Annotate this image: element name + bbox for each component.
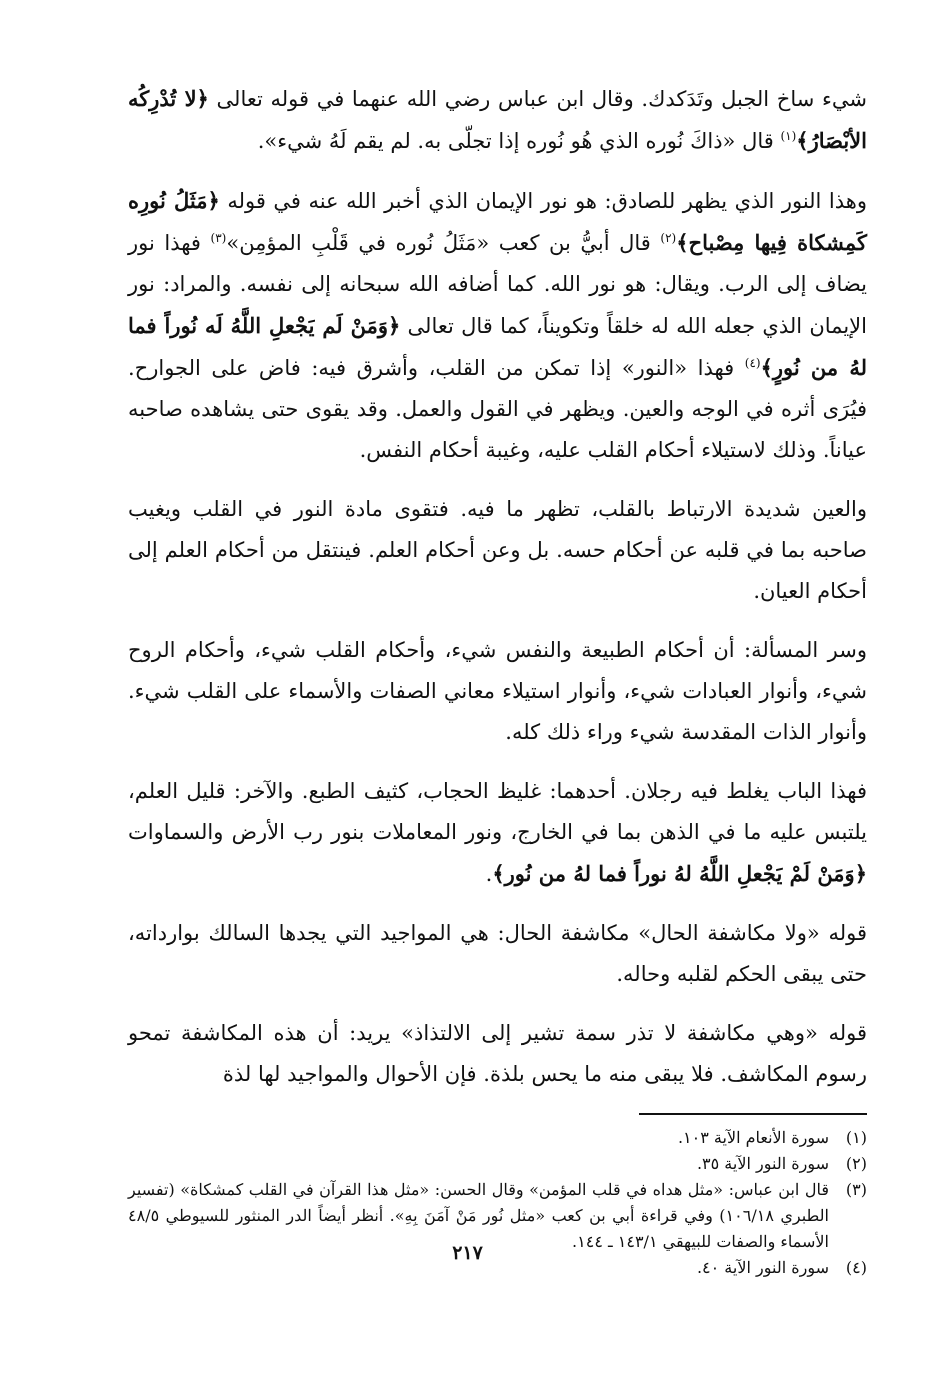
- footnote-ref: (٢): [660, 231, 677, 245]
- text-run: قال «ذاكَ نُوره الذي هُو نُوره إذا تجلّى به. لم يقم لَهُ شيء».: [257, 129, 781, 153]
- quran-quote: ﴿مَثَلُ نُورِه كَمِشكاة فِيها مِصْباح﴾: [128, 188, 867, 255]
- text-run: قال أبيُّ بن كعب «مَثَلُ نُوره في قَلْبِ المؤمِن»: [226, 231, 661, 255]
- text-run: والعين شديدة الارتباط بالقلب، تظهر ما فيه. فتقوى مادة النور في القلب ويغيب صاحبه بما في قلبه عن أحكام حسه. بل وعن أحكام العلم. فينتقل من أحكام العلم إلى أحكام العيان.: [128, 497, 867, 603]
- paragraph-3: [128, 489, 867, 612]
- text-run: قوله «وهي مكاشفة لا تذر سمة تشير إلى الالتذاذ» يريد: أن هذه المكاشفة تمحو رسوم المكاشف. فلا يبقى منه ما يحس بلذة. فإن الأحوال والمواجيد لها لذة: [128, 1021, 867, 1086]
- text-run: وهذا النور الذي يظهر للصادق: هو نور الإيمان الذي أخبر الله عنه في قوله: [219, 189, 867, 213]
- text-run: .: [485, 862, 493, 886]
- paragraph-4: [128, 630, 867, 753]
- text-run: وسر المسألة: أن أحكام الطبيعة والنفس شيء، وأحكام القلب شيء، وأحكام الروح شيء، وأنوار العبادات شيء، وأنوار استيلاء معاني الصفات والأسماء على القلب شيء. وأنوار الذات المقدسة شيء وراء ذلك كله.: [128, 638, 867, 744]
- footnote-number: (٢): [845, 1154, 867, 1173]
- footnote-text: سورة النور الآية ٣٥.: [696, 1154, 829, 1173]
- footnote-text: قال ابن عباس: «مثل هداه في قلب المؤمن» وقال الحسن: «مثل هذا القرآن في القلب كمشكاة» (تفسير الطبري ١٠٦/١٨) وفي قراءة أبي بن كعب «مثل نُور مَنْ آمَنَ بِهِ». أنظر أيضاً الدر المنثور للسيوطي ٤٨/٥ الأسماء والصفات للبيهقي ١٤٣/١ ـ ١٤٤.: [128, 1180, 829, 1251]
- paragraph-7: [128, 1013, 867, 1095]
- footnote-number: (١): [845, 1128, 867, 1147]
- text-run: فهذا «النور» إذا تمكن من القلب، وأشرق فيه: فاض على الجوارح. فيُرَى أثره في الوجه والعين. ويظهر في القول والعمل. وقد يقوى حتى يشاهده صاحبه عياناً. وذلك لاستيلاء أحكام القلب عليه، وغيبة أحكام النفس.: [128, 356, 867, 462]
- quran-quote: ﴿وَمَنْ لَمْ يَجْعلِ اللَّهُ لهُ نوراً فما لهُ من نُور﴾: [492, 861, 867, 886]
- paragraph-5: [128, 771, 867, 895]
- footnote-number: (٤): [845, 1258, 867, 1277]
- paragraph-1: [128, 78, 867, 162]
- text-run: شيء ساخ الجبل وتَدَكدك. وقال ابن عباس رضي الله عنهما في قوله تعالى: [208, 87, 867, 111]
- footnote-2: [128, 1151, 867, 1177]
- footnote-number: (٣): [845, 1180, 867, 1199]
- quran-quote: ﴿وَمَنْ لَم يَجْعلِ اللَّهُ لَه نُوراً فما لهُ من نُورٍ﴾: [128, 313, 868, 380]
- quran-quote: ﴿لا تُدْرِكُه الأبْصَارُ﴾: [128, 86, 867, 153]
- footnote-divider: [639, 1113, 867, 1115]
- page-number: ٢١٧: [452, 1242, 483, 1264]
- footnote-ref: (٤): [744, 356, 761, 370]
- footnote-text: سورة النور الآية ٤٠.: [696, 1258, 829, 1277]
- text-run: فهذا الباب يغلط فيه رجلان. أحدهما: غليظ الحجاب، كثيف الطبع. والآخر: قليل العلم، يلتبس عليه ما في الذهن بما في الخارج، ونور المعاملات بنور رب الأرض والسماوات: [128, 779, 867, 844]
- footnote-ref: (١): [780, 129, 797, 143]
- footnote-1: [128, 1125, 867, 1151]
- text-run: فهذا نور يضاف إلى الرب. ويقال: هو نور الله. كما أضافه الله سبحانه إلى نفسه. والمراد: نور الإيمان الذي جعله الله له خلقاً وتكويناً، كما قال تعالى: [128, 231, 867, 338]
- paragraph-2: [128, 180, 867, 471]
- paragraph-6: [128, 913, 867, 995]
- text-run: قوله «ولا مكاشفة الحال» مكاشفة الحال: هي المواجيد التي يجدها السالك بوارداته، حتى يبقى الحكم لقلبه وحاله.: [128, 921, 867, 986]
- main-text: [128, 78, 867, 1095]
- footnote-ref: (٣): [210, 231, 227, 245]
- footnote-text: سورة الأنعام الآية ١٠٣.: [677, 1128, 829, 1147]
